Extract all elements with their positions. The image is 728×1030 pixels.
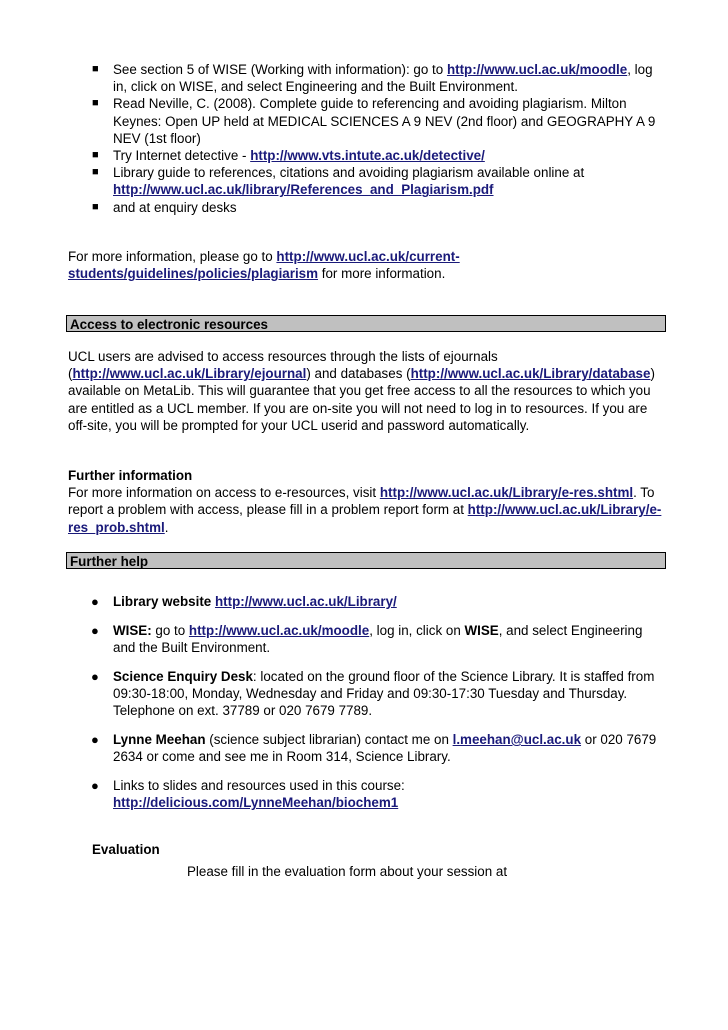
list-item: ● Science Enquiry Desk: located on the ground floor of the Science Library. It is staffed from 09:30-18:00, Monday, Wednesday and Friday and 09:30-17:30 Tuesday and Thursday. Telephone on ext. 37789 or 020 7679 7789. — [91, 668, 655, 719]
electronic-resources-paragraph: UCL users are advised to access resources through the lists of ejournals (http://www.ucl.ac.uk/Library/ejournal) and databases (http://www.ucl.ac.uk/Library/database) available on MetaLib. This will guarantee that you get free access to all the resources to which you are entitled as a UCL member. If you are on-site you will not need to log in to resources. If you are off-site, you will be prompted for your UCL userid and password automatically. — [68, 349, 655, 433]
list-item: ● Lynne Meehan (science subject librarian) contact me on l.meehan@ucl.ac.uk or 020 7679 2634 or come and see me in Room 314, Science Library. — [91, 732, 657, 765]
square-bullet-icon: ■ — [92, 149, 99, 162]
e-res-problem-link[interactable]: http://www.ucl.ac.uk/Library/e-res_prob.shtml — [68, 502, 662, 535]
list-item: ■ Library guide to references, citations and avoiding plagiarism available online at http://www.ucl.ac.uk/library/References_and_Plagiarism.pdf — [92, 165, 585, 198]
further-information-paragraph: Further information For more information on access to e-resources, visit http://www.ucl.ac.uk/Library/e-res.shtml. To report a problem with access, please fill in a problem report form at http://www.ucl.ac.uk/Library/e-res_prob.shtml. — [68, 468, 662, 535]
plagiarism-guide-link[interactable]: http://www.ucl.ac.uk/library/References_and_Plagiarism.pdf — [113, 182, 494, 198]
list-item: ■ and at enquiry desks — [92, 199, 237, 215]
library-website-link[interactable]: http://www.ucl.ac.uk/Library/ — [214, 594, 397, 609]
bullet-icon: ● — [91, 732, 99, 747]
more-info-paragraph: For more information, please go to http://www.ucl.ac.uk/current-students/guidelines/policies/plagiarism for more information. — [68, 249, 460, 282]
list-item: ● WISE: go to http://www.ucl.ac.uk/moodle, log in, click on WISE, and select Engineering and the Built Environment. — [91, 622, 643, 655]
bullet-icon: ● — [91, 622, 99, 638]
list-item: ● Links to slides and resources used in this course: http://delicious.com/LynneMeehan/biochem1 — [91, 778, 405, 811]
evaluation-heading: Evaluation — [92, 842, 160, 857]
bullet-icon: ● — [91, 594, 99, 609]
square-bullet-icon: ■ — [92, 63, 99, 75]
wise-moodle-link[interactable]: http://www.ucl.ac.uk/moodle — [188, 622, 370, 638]
list-item: ● Library website http://www.ucl.ac.uk/Library/ — [91, 594, 397, 609]
email-link[interactable]: l.meehan@ucl.ac.uk — [452, 732, 582, 747]
reference-bullet-list — [68, 61, 668, 216]
list-item: ■ See section 5 of WISE (Working with information): go to http://www.ucl.ac.uk/moodle, log in, click on WISE, and select Engineering and the Built Environment. — [92, 62, 653, 95]
list-item: ■ Read Neville, C. (2008). Complete guide to referencing and avoiding plagiarism. Milton Keynes: Open UP held at MEDICAL SCIENCES A 9 NEV (2nd floor) and GEOGRAPHY A 9 NEV (1st floor) — [92, 96, 656, 146]
list-item: ■ Try Internet detective - http://www.vts.intute.ac.uk/detective/ — [92, 148, 485, 164]
square-bullet-icon: ■ — [92, 97, 99, 110]
bullet-icon: ● — [91, 778, 99, 793]
ejournal-link[interactable]: http://www.ucl.ac.uk/Library/ejournal — [72, 366, 307, 382]
bullet-icon: ● — [91, 668, 99, 684]
e-res-link[interactable]: http://www.ucl.ac.uk/Library/e-res.shtml — [379, 485, 634, 501]
help-bullet-list — [68, 593, 668, 823]
plagiarism-policy-link[interactable]: http://www.ucl.ac.uk/current-students/guidelines/policies/plagiarism — [68, 249, 460, 282]
section-heading-further-help: Further help — [66, 552, 666, 569]
further-information-heading: Further information — [68, 468, 193, 483]
evaluation-text: Please fill in the evaluation form about your session at — [187, 864, 508, 879]
database-link[interactable]: http://www.ucl.ac.uk/Library/database — [410, 366, 651, 382]
section-heading-electronic: Access to electronic resources — [66, 315, 666, 332]
square-bullet-icon: ■ — [92, 166, 99, 179]
square-bullet-icon: ■ — [92, 200, 99, 213]
internet-detective-link[interactable]: http://www.vts.intute.ac.uk/detective/ — [250, 148, 485, 164]
moodle-link[interactable]: http://www.ucl.ac.uk/moodle — [446, 62, 628, 77]
delicious-link[interactable]: http://delicious.com/LynneMeehan/biochem1 — [113, 795, 399, 811]
